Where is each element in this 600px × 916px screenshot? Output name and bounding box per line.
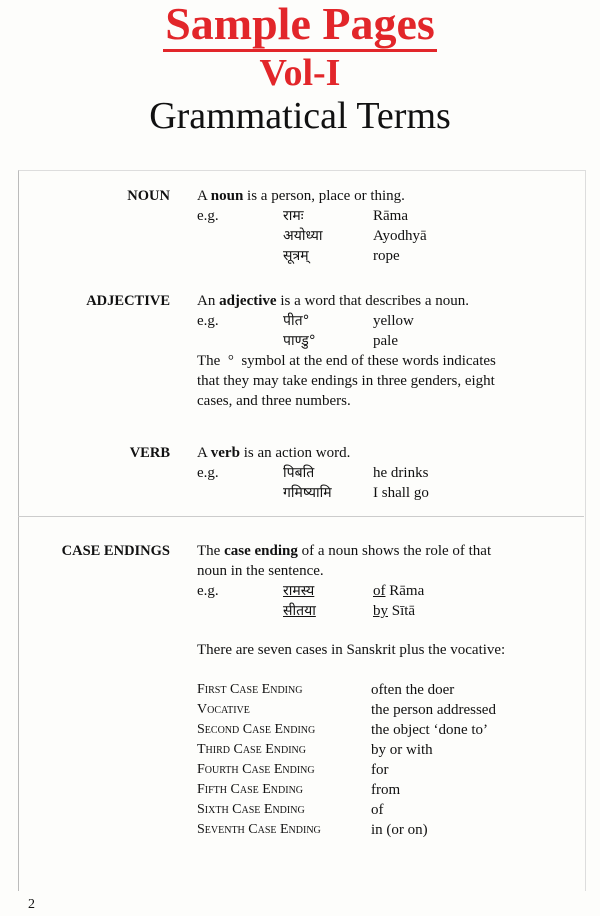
term-label: VERB	[129, 445, 170, 461]
volume-label: Vol-I	[259, 52, 341, 94]
page-number: 2	[28, 897, 35, 912]
case-row: First Case Ending often the doer	[197, 682, 455, 698]
example-row: e.g. पिबति he drinks	[197, 465, 429, 481]
example-row: अयोध्या Ayodhyā	[283, 228, 427, 244]
case-row: Third Case Ending by or with	[197, 742, 433, 758]
example-row: e.g. रामस्य of Rāma	[197, 583, 425, 599]
case-row: Second Case Ending the object ‘done to’	[197, 722, 489, 738]
term-body	[197, 443, 577, 503]
term-label: NOUN	[127, 188, 170, 204]
definition: A noun is a person, place or thing.	[197, 188, 405, 204]
degree-symbol: °	[227, 353, 234, 369]
term-label: CASE ENDINGS	[61, 543, 170, 559]
page-title: Sample Pages	[0, 0, 600, 48]
case-row: Fourth Case Ending for	[197, 762, 389, 778]
note-line: cases, and three numbers.	[197, 393, 351, 409]
term-body	[197, 291, 577, 411]
example-row: e.g. रामः Rāma	[197, 208, 408, 224]
case-list	[197, 680, 577, 840]
term-body	[197, 186, 577, 266]
case-row: Fifth Case Ending from	[197, 782, 401, 798]
example-row: पाण्डु° pale	[283, 333, 398, 349]
case-row: Vocative the person addressed	[197, 702, 496, 718]
page-subtitle: Grammatical Terms	[149, 95, 451, 137]
definition: The case ending of a noun shows the role of that	[197, 543, 492, 559]
note-line: that they may take endings in three genders, eight	[197, 373, 495, 389]
case-intro: There are seven cases in Sanskrit plus the vocative:	[197, 642, 506, 658]
example-row: सीतया by Sītā	[283, 603, 416, 619]
example-row: गमिष्यामि I shall go	[283, 485, 429, 501]
example-row: सूत्रम् rope	[283, 248, 400, 264]
case-row: Seventh Case Ending in (or on)	[197, 822, 428, 838]
definition: An adjective is a word that describes a noun.	[197, 293, 470, 309]
note-line: The ° symbol at the end of these words indicates	[197, 353, 496, 369]
section-divider	[18, 516, 584, 517]
case-row: Sixth Case Ending of	[197, 802, 384, 818]
definition: A verb is an action word.	[197, 445, 351, 461]
example-row: e.g. पीत° yellow	[197, 313, 414, 329]
term-body	[197, 541, 577, 840]
definition-line: noun in the sentence.	[197, 563, 324, 579]
term-label: ADJECTIVE	[86, 293, 170, 309]
